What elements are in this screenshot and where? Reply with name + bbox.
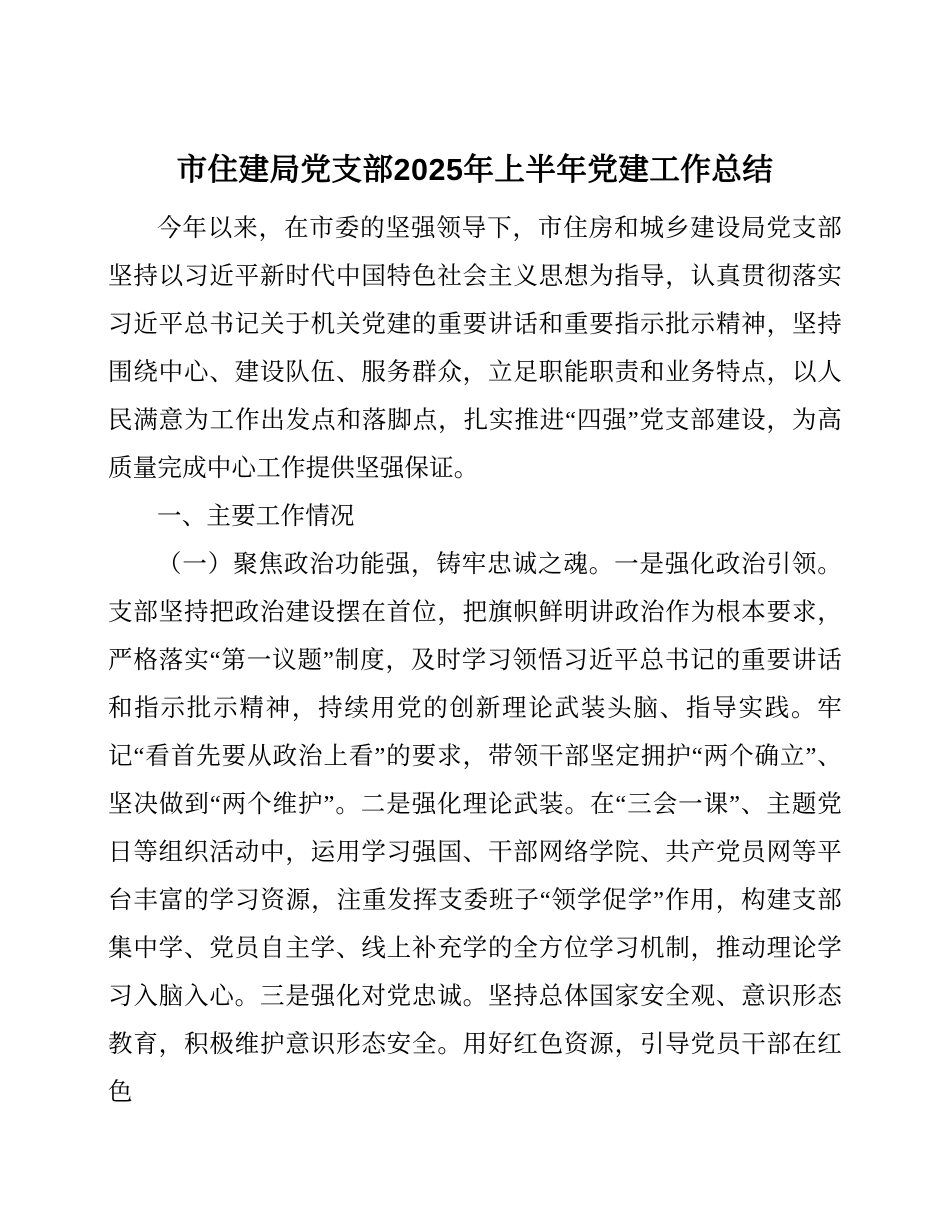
paragraph-subsection-1-1: （一）聚焦政治功能强，铸牢忠诚之魂。一是强化政治引领。支部坚持把政治建设摆在首位，把旗帜鲜明讲政治作为根本要求，严格落实“第一议题”制度，及时学习领悟习近平总书记的重要讲话和指示批示精神，持续用党的创新理论武装头脑、指导实践。牢记“看首先要从政治上看”的要求，带领干部坚定拥护“两个确立”、坚决做到“两个维护”。二是强化理论武装。在“三会一课”、主题党日等组织活动中，运用学习强国、干部网络学院、共产党员网等平台丰富的学习资源，注重发挥支委班子“领学促学”作用，构建支部集中学、党员自主学、线上补充学的全方位学习机制，推动理论学习入脑入心。三是强化对党忠诚。坚持总体国家安全观、意识形态教育，积极维护意识形态安全。用好红色资源，引导党员干部在红色 [108,551,842,1107]
page-title: 市住建局党支部2025年上半年党建工作总结 [176,153,774,187]
section-heading-1: 一、主要工作情况 [157,503,355,531]
paragraph-intro: 今年以来，在市委的坚强领导下，市住房和城乡建设局党支部坚持以习近平新时代中国特色社会主义思想为指导，认真贯彻落实习近平总书记关于机关党建的重要讲话和重要指示批示精神，坚持围绕中心、建设队伍、服务群众，立足职能职责和业务特点，以人民满意为工作出发点和落脚点，扎实推进“四强”党支部建设，为高质量完成中心工作提供坚强保证。 [108,215,842,483]
